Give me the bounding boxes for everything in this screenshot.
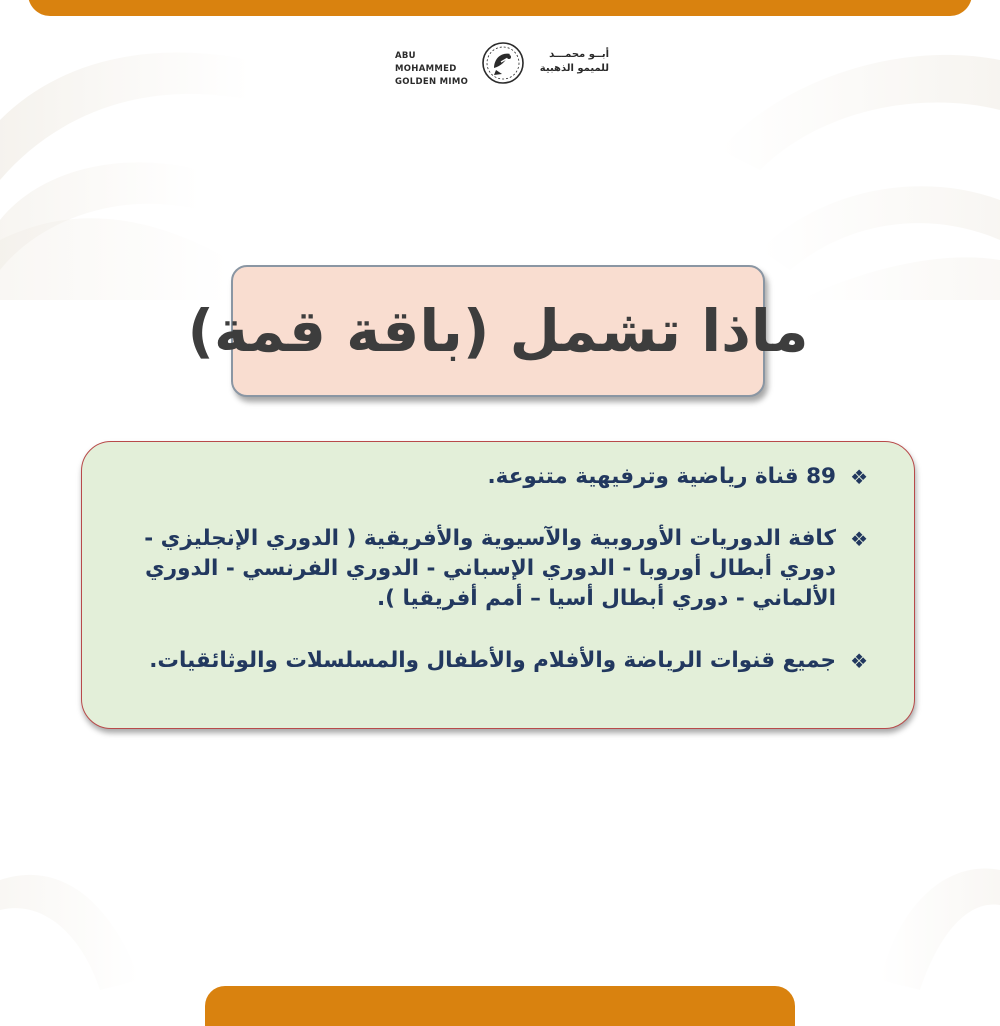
brand-name-ar	[529, 48, 609, 76]
bottom-accent-bar	[205, 986, 795, 1026]
top-accent-bar	[28, 0, 972, 16]
brand-logo	[395, 38, 610, 88]
brand-name-ar-line2: للميمو الذهبية	[539, 63, 609, 74]
brand-name-en	[395, 50, 479, 89]
bullet-icon: ❖	[850, 465, 868, 489]
title-box	[187, 265, 809, 397]
list-item-text: كافة الدوريات الأوروبية والآسيوية والأفريقية ( الدوري الإنجليزي - دوري أبطال أوروبا - الدوري الإسباني - الدوري الفرنسي - الدوري الألماني - دوري أبطال أسيا – أمم أفريقيا ).	[144, 526, 836, 611]
brand-name-ar-line1: أبــو محمـــد	[549, 49, 609, 60]
satellite-dish-icon	[480, 40, 526, 86]
page-title: ماذا تشمل (باقة قمة)	[187, 297, 809, 365]
bullet-icon: ❖	[850, 649, 868, 673]
features-box	[81, 441, 915, 729]
features-list	[108, 462, 868, 676]
list-item-text: جميع قنوات الرياضة والأفلام والأطفال والمسلسلات والوثائقيات.	[149, 648, 836, 673]
brand-name-en-line1: ABU MOHAMMED	[395, 51, 457, 74]
list-item-text: 89 قناة رياضية وترفيهية متنوعة.	[487, 464, 836, 489]
list-item	[108, 524, 868, 614]
brand-name-en-line2: GOLDEN MIMO	[395, 77, 469, 87]
list-item	[108, 462, 868, 492]
bullet-icon: ❖	[850, 527, 868, 551]
list-item	[108, 646, 868, 676]
